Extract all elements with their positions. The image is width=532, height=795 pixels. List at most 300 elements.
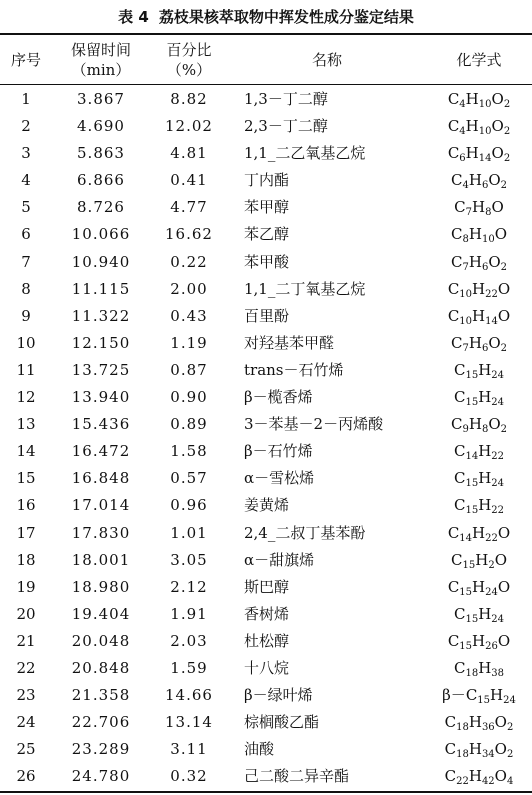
cell-percentage: 13.14 <box>165 713 213 732</box>
formula-element: H <box>468 333 482 352</box>
formula-element: C <box>444 713 457 732</box>
cell-formula <box>426 682 532 709</box>
header-name <box>228 35 426 84</box>
formula-element: C <box>465 686 478 705</box>
cell-index: 10 <box>16 333 36 352</box>
cell-retention-time: 16.472 <box>71 442 131 461</box>
header-retention-time-unit: （min） <box>71 60 131 79</box>
formula-element: H <box>465 117 479 136</box>
cell-index: 7 <box>21 252 31 271</box>
formula-element: H <box>472 631 486 650</box>
cell-retention-time: 19.404 <box>71 604 131 623</box>
cell-index: 21 <box>16 631 36 650</box>
table-caption <box>0 4 532 30</box>
table-row <box>0 438 532 465</box>
header-formula <box>426 35 532 84</box>
formula-element: H <box>478 360 492 379</box>
cell-retention-time: 8.726 <box>77 198 125 217</box>
formula-count: 24 <box>491 369 505 381</box>
formula-element: C <box>453 604 466 623</box>
cell-retention-time: 22.706 <box>71 713 131 732</box>
formula-element: H <box>468 171 482 190</box>
formula-element: H <box>472 198 486 217</box>
header-retention-time <box>52 35 150 84</box>
cell-index: 15 <box>16 469 36 488</box>
formula-element: C <box>447 577 460 596</box>
formula-count: 6 <box>481 342 489 354</box>
formula-element: C <box>450 171 463 190</box>
cell-percentage: 0.96 <box>170 496 208 515</box>
cell-percentage: 0.22 <box>170 252 208 271</box>
cell-index: 20 <box>16 604 36 623</box>
cell-compound-name: α－雪松烯 <box>244 469 315 488</box>
cell-index: 23 <box>16 686 36 705</box>
formula-element: H <box>468 225 482 244</box>
cell-index: 12 <box>16 388 36 407</box>
cell-retention-time: 21.358 <box>71 686 131 705</box>
formula-count: 2 <box>500 261 507 273</box>
cell-compound-name: 丁内酯 <box>244 171 290 190</box>
cell-retention-time: 11.322 <box>71 306 131 325</box>
formula-count: 22 <box>485 532 498 544</box>
cell-compound-name: 2,3－丁二醇 <box>244 117 328 136</box>
cell-compound-name: 油酸 <box>244 740 275 759</box>
cell-percentage: 0.32 <box>170 767 208 786</box>
table-row <box>0 411 532 438</box>
cell-compound-name: 1,1_二乙氧基乙烷 <box>244 144 366 163</box>
formula-element: H <box>478 388 492 407</box>
cell-formula <box>426 520 532 547</box>
formula-element: C <box>450 252 463 271</box>
formula-count: 15 <box>459 586 473 598</box>
formula-count: 26 <box>485 640 498 652</box>
table-row <box>0 520 532 547</box>
cell-retention-time: 23.289 <box>71 740 131 759</box>
cell-index: 26 <box>16 767 36 786</box>
cell-percentage: 12.02 <box>165 117 213 136</box>
formula-count: 34 <box>481 749 495 761</box>
cell-formula <box>426 763 532 790</box>
cell-compound-name: trans－石竹烯 <box>244 360 344 379</box>
formula-count: 24 <box>485 586 498 598</box>
formula-element: O <box>497 577 511 596</box>
cell-formula <box>426 574 532 601</box>
formula-element: O <box>488 252 501 271</box>
table-row <box>0 113 532 140</box>
cell-index: 14 <box>16 442 36 461</box>
formula-element: C <box>453 658 466 677</box>
cell-formula <box>426 709 532 736</box>
formula-count: 2 <box>503 99 511 110</box>
cell-formula <box>426 492 532 519</box>
formula-element: O <box>497 306 511 325</box>
cell-retention-time: 16.848 <box>71 469 131 488</box>
table-row <box>0 303 532 330</box>
cell-percentage: 0.57 <box>170 469 208 488</box>
cell-percentage: 1.59 <box>170 658 208 677</box>
formula-count: 22 <box>491 505 505 517</box>
cell-percentage: 16.62 <box>165 225 213 244</box>
cell-compound-name: 苯甲醇 <box>244 198 290 217</box>
formula-element: O <box>491 144 504 163</box>
cell-percentage: 2.03 <box>170 631 208 650</box>
formula-count: 8 <box>462 234 469 246</box>
cell-retention-time: 17.014 <box>71 496 131 515</box>
formula-count: 10 <box>459 288 473 300</box>
cell-formula <box>426 628 532 655</box>
caption-title: 荔枝果核萃取物中挥发性成分鉴定结果 <box>158 8 414 26</box>
table-row <box>0 167 532 194</box>
formula-count: 8 <box>485 207 492 219</box>
formula-count: 2 <box>506 722 514 734</box>
header-percentage-unit: （%） <box>166 60 212 79</box>
cell-retention-time: 24.780 <box>71 767 131 786</box>
cell-formula <box>426 438 532 465</box>
formula-count: 18 <box>456 722 469 734</box>
cell-retention-time: 10.066 <box>71 225 131 244</box>
formula-count: 24 <box>503 695 516 707</box>
cell-formula <box>426 113 532 140</box>
cell-formula <box>426 384 532 411</box>
formula-count: 18 <box>456 749 469 761</box>
cell-percentage: 2.00 <box>170 279 208 298</box>
formula-count: 15 <box>462 559 476 571</box>
formula-count: 2 <box>500 342 507 354</box>
formula-element: C <box>444 767 457 786</box>
formula-prefix: β－ <box>442 686 466 705</box>
cell-index: 5 <box>21 198 31 217</box>
cell-formula <box>426 276 532 303</box>
formula-element: O <box>488 171 501 190</box>
formula-element: C <box>451 225 463 244</box>
cell-index: 1 <box>21 90 31 108</box>
cell-formula <box>426 140 532 167</box>
formula-count: 15 <box>465 505 479 517</box>
formula-element: C <box>447 631 460 650</box>
formula-count: 8 <box>481 424 489 436</box>
formula-element: C <box>451 550 463 569</box>
cell-formula <box>426 357 532 384</box>
formula-element: O <box>494 550 507 569</box>
formula-element: H <box>468 713 482 732</box>
formula-count: 14 <box>485 315 498 327</box>
formula-count: 18 <box>465 667 479 679</box>
formula-element: O <box>497 631 511 650</box>
cell-index: 11 <box>16 360 36 379</box>
table-row <box>0 492 532 519</box>
formula-element: C <box>450 415 463 434</box>
formula-count: 36 <box>481 722 495 734</box>
caption-label: 表 4 <box>118 8 149 26</box>
cell-index: 4 <box>21 171 31 190</box>
cell-index: 18 <box>16 550 36 569</box>
cell-retention-time: 13.940 <box>71 388 131 407</box>
formula-element: C <box>444 740 457 759</box>
table-row <box>0 601 532 628</box>
cell-percentage: 0.89 <box>170 415 208 434</box>
cell-compound-name: α－甜旗烯 <box>244 550 315 569</box>
formula-element: H <box>472 279 486 298</box>
cell-compound-name: 百里酚 <box>244 306 290 325</box>
table-row <box>0 465 532 492</box>
formula-count: 24 <box>491 478 505 490</box>
cell-formula <box>426 86 532 113</box>
cell-index: 2 <box>21 117 31 136</box>
cell-index: 13 <box>16 415 36 434</box>
cell-retention-time: 3.867 <box>77 90 125 108</box>
header-retention-time-label: 保留时间 <box>70 40 131 59</box>
formula-count: 24 <box>491 397 505 409</box>
formula-element: H <box>465 144 479 163</box>
formula-element: C <box>447 523 460 542</box>
cell-index: 25 <box>16 740 36 759</box>
cell-formula <box>426 547 532 574</box>
formula-count: 4 <box>459 126 466 138</box>
formula-element: C <box>453 388 466 407</box>
cell-retention-time: 15.436 <box>71 415 131 434</box>
formula-count: 7 <box>462 342 469 354</box>
cell-retention-time: 20.048 <box>71 631 131 650</box>
cell-percentage: 14.66 <box>165 686 213 705</box>
table-row <box>0 682 532 709</box>
cell-compound-name: β－绿叶烯 <box>244 686 313 705</box>
cell-compound-name: 十八烷 <box>244 658 290 677</box>
table-row <box>0 574 532 601</box>
table-row <box>0 763 532 790</box>
cell-retention-time: 5.863 <box>77 144 125 163</box>
formula-element: H <box>478 604 492 623</box>
formula-count: 22 <box>491 451 505 463</box>
cell-formula <box>426 249 532 276</box>
formula-count: 15 <box>465 397 479 409</box>
formula-count: 2 <box>503 126 511 138</box>
formula-element: H <box>472 306 486 325</box>
formula-element: C <box>453 469 466 488</box>
formula-count: 2 <box>506 749 514 761</box>
cell-index: 16 <box>16 496 36 515</box>
formula-element: C <box>454 198 466 217</box>
cell-percentage: 0.90 <box>170 388 208 407</box>
bottom-rule <box>0 791 532 793</box>
cell-compound-name: 己二酸二异辛酯 <box>244 767 350 786</box>
formula-element: H <box>478 469 492 488</box>
header-percentage <box>150 35 228 84</box>
cell-compound-name: 1,3－丁二醇 <box>244 90 328 108</box>
table-row <box>0 249 532 276</box>
formula-element: H <box>478 658 492 677</box>
table-row <box>0 628 532 655</box>
formula-count: 38 <box>491 667 505 679</box>
formula-count: 42 <box>481 776 495 788</box>
formula-element: H <box>468 767 482 786</box>
formula-count: 15 <box>477 695 491 707</box>
formula-count: 14 <box>478 153 492 165</box>
cell-compound-name: 棕榈酸乙酯 <box>244 713 320 732</box>
formula-element: C <box>453 360 466 379</box>
table-row <box>0 194 532 221</box>
formula-element: H <box>472 577 486 596</box>
cell-retention-time: 11.115 <box>71 279 131 298</box>
formula-element: C <box>447 306 460 325</box>
cell-index: 24 <box>16 713 36 732</box>
formula-count: 14 <box>465 451 479 463</box>
cell-compound-name: 3－苯基－2－丙烯酸 <box>244 415 384 434</box>
formula-element: O <box>491 198 504 217</box>
table-body <box>0 86 532 790</box>
formula-element: C <box>453 496 466 515</box>
formula-element: C <box>447 90 460 108</box>
cell-percentage: 2.12 <box>170 577 208 596</box>
cell-compound-name: 香树烯 <box>244 604 290 623</box>
formula-count: 6 <box>481 261 489 273</box>
formula-count: 2 <box>500 180 507 192</box>
cell-formula <box>426 465 532 492</box>
cell-formula <box>426 655 532 682</box>
formula-element: O <box>494 713 507 732</box>
formula-element: H <box>475 550 489 569</box>
table-row <box>0 221 532 248</box>
cell-compound-name: 斯巴醇 <box>244 577 290 596</box>
cell-compound-name: 姜黄烯 <box>244 496 290 515</box>
cell-index: 17 <box>16 523 36 542</box>
cell-formula <box>426 303 532 330</box>
header-formula-label: 化学式 <box>456 50 502 69</box>
cell-retention-time: 12.150 <box>71 333 131 352</box>
formula-count: 2 <box>488 559 495 571</box>
cell-percentage: 1.58 <box>170 442 208 461</box>
cell-formula <box>426 167 532 194</box>
table-row <box>0 655 532 682</box>
cell-formula <box>426 330 532 357</box>
table-row <box>0 547 532 574</box>
formula-element: O <box>497 279 511 298</box>
formula-count: 7 <box>465 207 473 219</box>
header-index <box>0 35 52 84</box>
formula-count: 10 <box>478 99 492 110</box>
cell-compound-name: 苯乙醇 <box>244 225 290 244</box>
cell-formula <box>426 411 532 438</box>
formula-element: O <box>497 523 511 542</box>
table-row <box>0 736 532 763</box>
table-row <box>0 384 532 411</box>
cell-retention-time: 18.001 <box>71 550 131 569</box>
cell-compound-name: β－石竹烯 <box>244 442 313 461</box>
formula-element: O <box>488 415 501 434</box>
formula-count: 22 <box>485 288 498 300</box>
formula-element: O <box>488 333 501 352</box>
formula-count: 6 <box>481 180 489 192</box>
formula-count: 10 <box>459 315 473 327</box>
table-row <box>0 276 532 303</box>
formula-count: 2 <box>500 424 507 436</box>
cell-formula <box>426 194 532 221</box>
formula-count: 4 <box>459 99 466 110</box>
formula-element: C <box>453 442 466 461</box>
table-row <box>0 357 532 384</box>
cell-percentage: 1.91 <box>170 604 208 623</box>
formula-element: O <box>491 117 504 136</box>
formula-count: 14 <box>459 532 473 544</box>
formula-element: C <box>447 144 460 163</box>
formula-element: H <box>468 415 482 434</box>
cell-percentage: 8.82 <box>170 90 208 108</box>
formula-count: 15 <box>465 369 479 381</box>
formula-element: O <box>494 767 507 786</box>
formula-count: 15 <box>465 613 479 625</box>
cell-compound-name: 苯甲酸 <box>244 252 290 271</box>
formula-element: H <box>478 496 492 515</box>
formula-element: H <box>468 252 482 271</box>
cell-percentage: 3.05 <box>170 550 208 569</box>
formula-element: H <box>468 740 482 759</box>
cell-compound-name: 杜松醇 <box>244 631 290 650</box>
formula-element: O <box>491 90 504 108</box>
formula-element: O <box>494 225 507 244</box>
formula-count: 2 <box>503 153 511 165</box>
formula-count: 9 <box>462 424 469 436</box>
table-row <box>0 709 532 736</box>
cell-percentage: 0.41 <box>170 171 208 190</box>
formula-count: 10 <box>481 234 495 246</box>
cell-percentage: 0.43 <box>170 306 208 325</box>
cell-index: 22 <box>16 658 36 677</box>
formula-element: O <box>494 740 507 759</box>
cell-percentage: 4.77 <box>170 198 208 217</box>
header-rule <box>0 84 532 85</box>
cell-retention-time: 17.830 <box>71 523 131 542</box>
formula-element: H <box>465 90 479 108</box>
formula-element: H <box>472 523 486 542</box>
cell-percentage: 4.81 <box>170 144 208 163</box>
formula-element: C <box>447 279 460 298</box>
cell-retention-time: 4.690 <box>77 117 125 136</box>
formula-count: 22 <box>456 776 469 788</box>
table-row <box>0 86 532 113</box>
cell-compound-name: β－榄香烯 <box>244 388 313 407</box>
table-row <box>0 140 532 167</box>
cell-index: 8 <box>21 279 31 298</box>
cell-percentage: 1.19 <box>170 333 208 352</box>
cell-percentage: 0.87 <box>170 360 208 379</box>
cell-compound-name: 1,1_二丁氧基乙烷 <box>244 279 366 298</box>
cell-retention-time: 6.866 <box>77 171 125 190</box>
cell-index: 19 <box>16 577 36 596</box>
header-name-label: 名称 <box>311 50 342 69</box>
formula-element: C <box>450 333 463 352</box>
cell-retention-time: 20.848 <box>71 658 131 677</box>
header-percentage-label: 百分比 <box>166 40 212 59</box>
cell-index: 3 <box>21 144 31 163</box>
cell-formula <box>426 221 532 248</box>
header-index-label: 序号 <box>10 50 41 69</box>
cell-percentage: 3.11 <box>170 740 208 759</box>
cell-retention-time: 10.940 <box>71 252 131 271</box>
formula-count: 6 <box>459 153 466 165</box>
cell-index: 6 <box>21 225 31 244</box>
cell-formula <box>426 736 532 763</box>
formula-count: 7 <box>462 261 469 273</box>
table-row <box>0 330 532 357</box>
formula-count: 24 <box>491 613 505 625</box>
cell-index: 9 <box>21 306 31 325</box>
formula-element: C <box>447 117 460 136</box>
cell-retention-time: 18.980 <box>71 577 131 596</box>
formula-count: 4 <box>506 776 514 788</box>
formula-count: 4 <box>462 180 469 192</box>
formula-element: H <box>490 686 504 705</box>
table-header <box>0 35 532 84</box>
formula-count: 10 <box>478 126 492 138</box>
